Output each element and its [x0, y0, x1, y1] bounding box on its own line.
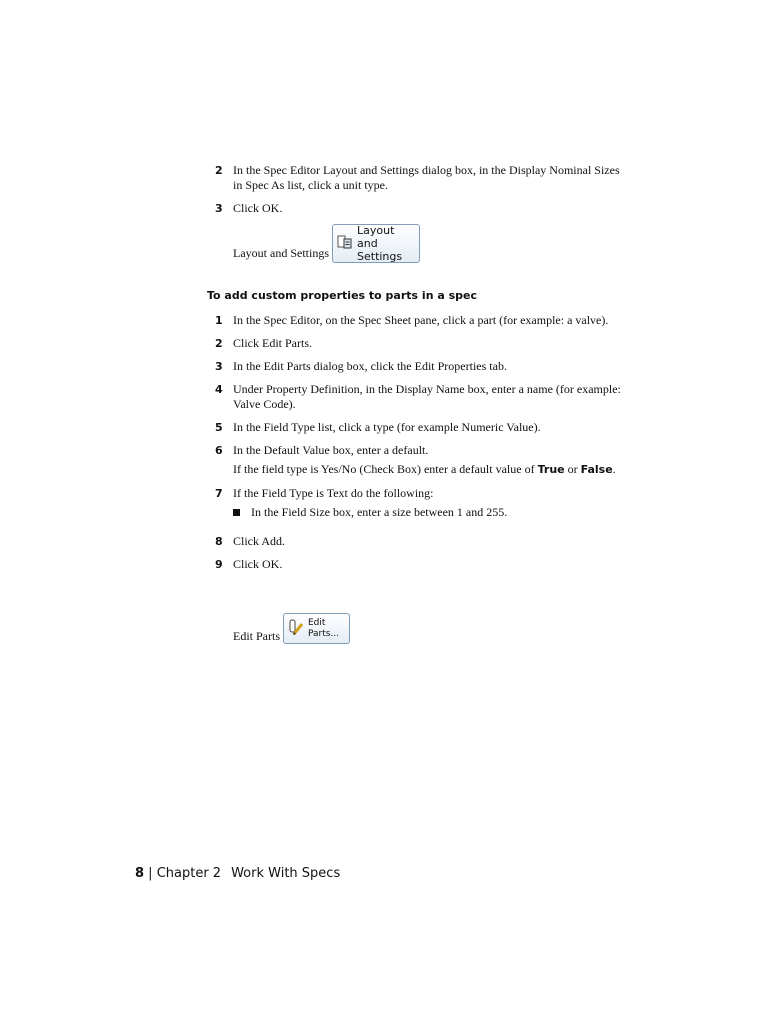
step-text: In the Spec Editor Layout and Settings dialog box, in the Display Nominal Sizes in Spec As list, click a unit type.: [233, 163, 620, 192]
step-9: [207, 557, 627, 572]
step-6-note: [233, 462, 627, 477]
steps-section-2: [207, 313, 627, 572]
button-label: Edit Parts...: [308, 617, 340, 639]
step-number: 2: [215, 164, 223, 177]
bullet-icon: [233, 509, 240, 516]
note-prefix: If the field type is Yes/No (Check Box) enter a default value of: [233, 462, 538, 476]
step-3: [207, 359, 627, 374]
step-8: [207, 534, 627, 549]
edit-parts-icon-row: [233, 613, 350, 644]
steps-section-1: [207, 163, 627, 216]
step-text: In the Default Value box, enter a default.: [233, 443, 429, 457]
step-text: Click Edit Parts.: [233, 336, 312, 350]
step-number: 8: [215, 535, 223, 548]
step-4: [207, 382, 627, 412]
step-number: 3: [215, 202, 223, 215]
step-6: [207, 443, 627, 477]
step-text: In the Field Type list, click a type (for example Numeric Value).: [233, 420, 541, 434]
step-text: Under Property Definition, in the Display Name box, enter a name (for example: Valve Code).: [233, 382, 621, 411]
step-number: 9: [215, 558, 223, 571]
step-text: In the Edit Parts dialog box, click the Edit Properties tab.: [233, 359, 507, 373]
step-text: Click OK.: [233, 201, 283, 215]
bullet-text: In the Field Size box, enter a size between 1 and 255.: [251, 505, 508, 519]
note-middle: or: [564, 462, 581, 476]
step-text: Click Add.: [233, 534, 286, 548]
step-text: Click OK.: [233, 557, 283, 571]
list-item: [233, 505, 627, 520]
step-1: [207, 313, 627, 328]
step-7: [207, 486, 627, 520]
note-suffix: .: [612, 462, 616, 476]
step-2: [207, 336, 627, 351]
step-number: 1: [215, 314, 223, 327]
chapter-label: Chapter 2: [156, 866, 222, 881]
button-label: Layout and Settings: [357, 224, 403, 263]
page-number: 8: [135, 866, 145, 881]
step-number: 4: [215, 383, 223, 396]
note-false-value: False: [580, 463, 613, 476]
note-true-value: True: [537, 463, 565, 476]
step-5: [207, 420, 627, 435]
edit-parts-icon: [288, 618, 304, 639]
layout-and-settings-button[interactable]: [332, 224, 420, 263]
step-3: [207, 201, 627, 216]
step-text: In the Spec Editor, on the Spec Sheet pane, click a part (for example: a valve).: [233, 313, 609, 327]
page-footer: [135, 866, 340, 881]
step-number: 3: [215, 360, 223, 373]
layout-settings-icon: [337, 234, 353, 253]
step-text: If the Field Type is Text do the following:: [233, 486, 434, 500]
step-number: 5: [215, 421, 223, 434]
procedure-heading: To add custom properties to parts in a spec: [207, 289, 478, 302]
chapter-title: Work With Specs: [231, 866, 341, 881]
footer-separator: |: [144, 866, 157, 881]
step-number: 7: [215, 487, 223, 500]
step-2: [207, 163, 627, 193]
icon-caption: Edit Parts: [233, 629, 280, 643]
icon-caption: Layout and Settings: [233, 246, 329, 260]
edit-parts-button[interactable]: [283, 613, 350, 644]
step-number: 2: [215, 337, 223, 350]
layout-settings-icon-row: [233, 224, 420, 263]
step-number: 6: [215, 444, 223, 457]
